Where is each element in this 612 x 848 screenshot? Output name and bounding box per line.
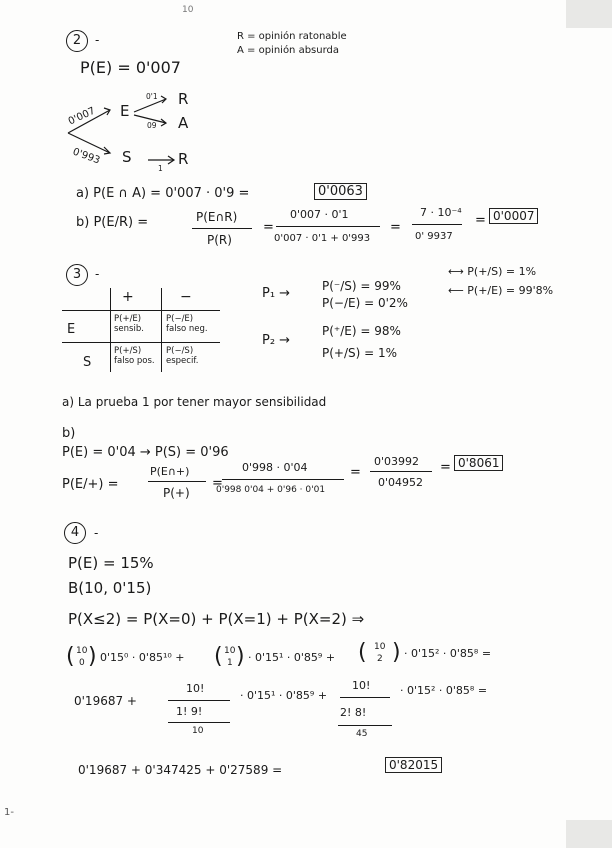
equals: = (263, 220, 274, 235)
p2-sensitivity: P(⁺/E) = 98% (322, 324, 401, 338)
term-2-powers: · 0'15² · 0'85⁸ = (400, 684, 488, 697)
fraction-bar (276, 226, 380, 227)
term-1: · 0'15¹ · 0'85⁹ + (248, 651, 336, 664)
posterior-answer: 0'8061 (454, 455, 503, 471)
frac-num: 7 · 10⁻⁴ (420, 206, 462, 219)
prob-e: P(E) = 0'007 (80, 58, 181, 77)
fraction-bar (148, 481, 206, 482)
fraction-bar (412, 224, 462, 225)
part-b-answer: 0'0007 (489, 208, 538, 224)
fraction-bar (340, 697, 390, 698)
question-number: 2 (66, 30, 88, 52)
frac-num: 0'998 · 0'04 (242, 461, 308, 474)
tree-sr-prob: 1 (158, 164, 163, 173)
comb-top: 10 (76, 646, 88, 656)
tree-ea-prob: 09 (147, 121, 157, 130)
paren-close: ) (236, 644, 245, 669)
question-dash: - (94, 526, 99, 540)
fraction-bar (222, 479, 344, 480)
part-b-label: b) (62, 426, 76, 441)
test-p1-label: P₁ → (262, 286, 291, 301)
equals: = (440, 460, 451, 475)
tree-node-r: R (178, 90, 189, 108)
frac-num: P(E∩+) (150, 465, 190, 478)
tree-node-s: S (122, 148, 132, 166)
underline (168, 722, 230, 723)
factorial-result: 45 (356, 729, 368, 739)
tree-node-a: A (178, 114, 189, 132)
legend-r: R = opinión ratonable (237, 31, 347, 42)
comb-bot: 0 (79, 658, 85, 668)
posterior-label: P(E/+) = (62, 477, 119, 492)
tree-er-prob: 0'1 (146, 92, 158, 101)
question-number: 4 (64, 522, 86, 544)
page-corner-shadow (566, 820, 612, 848)
paren-close: ) (392, 640, 401, 665)
cell-s-plus: P(+/S) falso pos. (114, 346, 155, 366)
factorial-num: 10! (352, 679, 371, 692)
question-dash: - (95, 267, 100, 281)
col-header-plus: + (122, 289, 134, 305)
p1-specificity: P(⁻/S) = 99% (322, 279, 401, 293)
fraction-bar (168, 700, 230, 701)
fraction-bar (192, 228, 252, 229)
table-line (62, 342, 220, 343)
equals: = (212, 476, 223, 491)
paren-open: ( (214, 644, 223, 669)
factorial-num: 10! (186, 682, 205, 695)
p1-sensitivity: ⟵ P(+/E) = 99'8% (448, 284, 554, 297)
cell-e-minus: P(−/E) falso neg. (166, 314, 208, 334)
frac-den: 0'998 0'04 + 0'96 · 0'01 (216, 485, 326, 495)
p1-false-positive: ⟷ P(+/S) = 1% (448, 265, 537, 278)
footer-mark: 1- (4, 807, 14, 818)
question-dash: - (95, 33, 100, 47)
col-header-minus: − (180, 289, 192, 305)
equals: = (350, 465, 361, 480)
part-a-answer: 0'0063 (314, 183, 367, 200)
equals: = (390, 220, 401, 235)
part-b-label: b) P(E/R) = (76, 215, 149, 230)
cell-e-plus: P(+/E) sensib. (114, 314, 144, 334)
frac-den: 0'04952 (378, 476, 424, 489)
part-a-expression: a) P(E ∩ A) = 0'007 · 0'9 = (76, 186, 250, 201)
comb-bot: 2 (377, 654, 383, 664)
cumulative-expression: P(X≤2) = P(X=0) + P(X=1) + P(X=2) ⇒ (68, 610, 365, 628)
tree-s-prob: 0'993 (71, 146, 102, 167)
paren-close: ) (88, 644, 97, 669)
prior-probabilities: P(E) = 0'04 → P(S) = 0'96 (62, 445, 229, 460)
equals: = (475, 213, 486, 228)
factorial-den: 2! 8! (340, 706, 367, 719)
table-line (110, 288, 111, 372)
frac-den: P(+) (163, 486, 190, 500)
underline (338, 725, 392, 726)
sum-expression: 0'19687 + 0'347425 + 0'27589 = (78, 763, 283, 777)
factorial-result: 10 (192, 726, 204, 736)
factorial-den: 1! 9! (176, 705, 203, 718)
first-term-value: 0'19687 + (74, 694, 137, 708)
term-1-powers: · 0'15¹ · 0'85⁹ + (240, 689, 328, 702)
paren-open: ( (358, 640, 367, 665)
paren-open: ( (66, 644, 75, 669)
comb-bot: 1 (227, 658, 233, 668)
fraction-bar (370, 471, 432, 472)
comb-top: 10 (224, 646, 236, 656)
final-answer: 0'82015 (385, 757, 442, 773)
p2-false-positive: P(+/S) = 1% (322, 346, 398, 360)
question-number: 3 (66, 264, 88, 286)
row-header-s: S (83, 355, 92, 370)
term-2: · 0'15² · 0'85⁸ = (404, 647, 492, 660)
page-mark: 10 (182, 5, 194, 15)
tree-node-r-s: R (178, 150, 189, 168)
part-a-answer-text: a) La prueba 1 por tener mayor sensibilidad (62, 395, 327, 409)
test-p2-label: P₂ → (262, 333, 291, 348)
tree-node-e: E (120, 102, 130, 120)
frac-num: 0'03992 (374, 455, 420, 468)
page-corner-shadow (566, 0, 612, 28)
frac-den: P(R) (207, 233, 232, 247)
table-line (62, 310, 220, 311)
row-header-e: E (67, 322, 76, 337)
p1-false-negative: P(−/E) = 0'2% (322, 296, 408, 310)
frac-num: P(E∩R) (196, 210, 238, 224)
frac-num: 0'007 · 0'1 (290, 208, 349, 221)
cell-s-minus: P(−/S) especif. (166, 346, 199, 366)
tree-e-prob: 0'007 (66, 105, 97, 128)
term-0: 0'15⁰ · 0'85¹⁰ + (100, 651, 185, 664)
frac-den: 0'007 · 0'1 + 0'993 (274, 233, 371, 244)
prob-e: P(E) = 15% (68, 554, 154, 572)
legend-a: A = opinión absurda (237, 45, 340, 56)
binomial-distribution: B(10, 0'15) (68, 579, 152, 597)
comb-top: 10 (374, 642, 386, 652)
frac-den: 0' 9937 (415, 231, 453, 242)
table-line (161, 288, 162, 372)
